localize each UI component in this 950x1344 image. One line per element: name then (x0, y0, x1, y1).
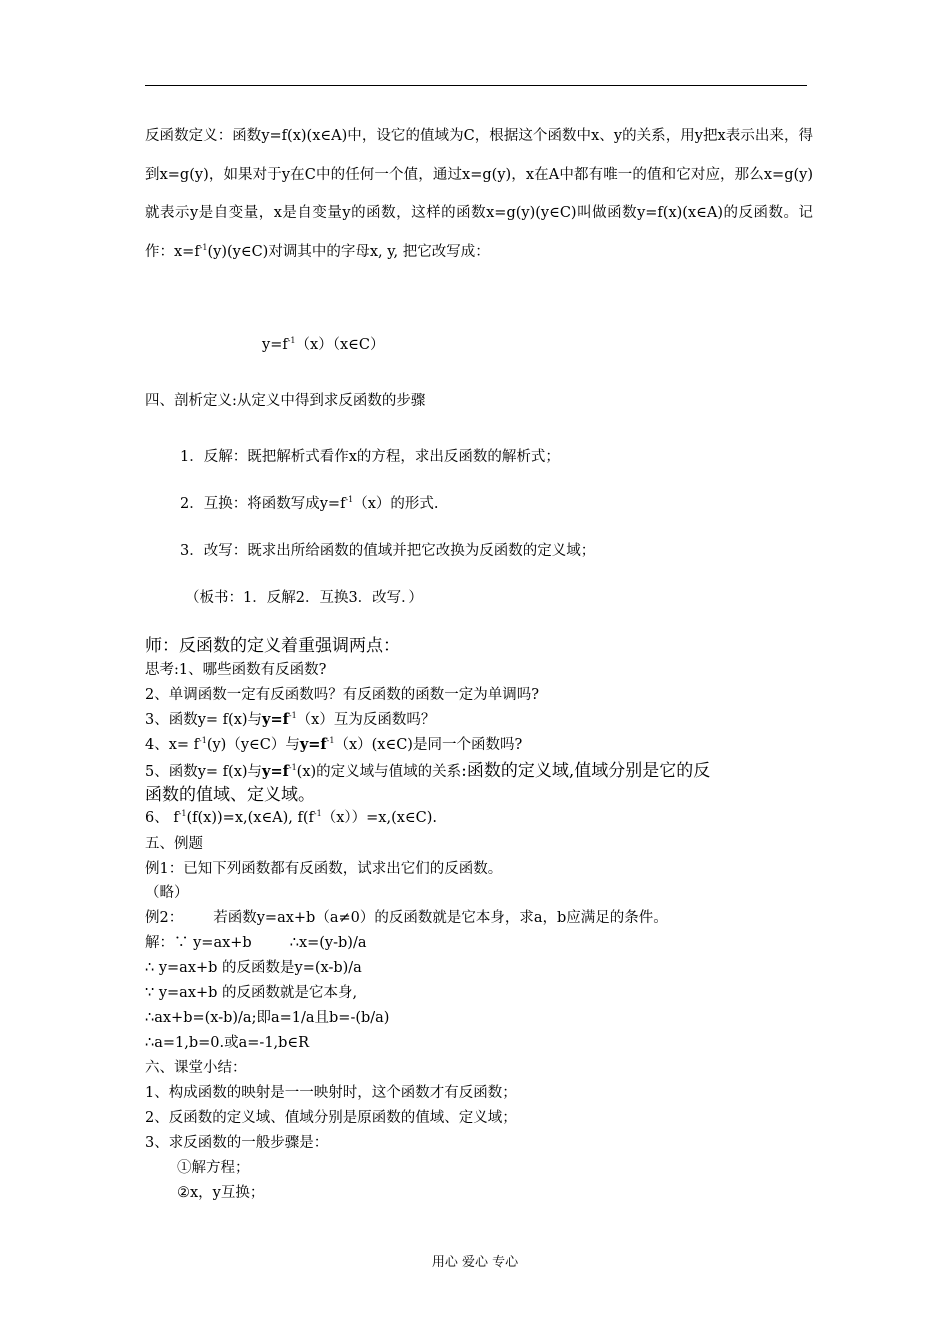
section6-title: 六、课堂小结： (145, 1060, 247, 1076)
summary-3b: ②x，y互换； (177, 1185, 265, 1201)
think-q0: 思考:1、哪些函数有反函数? (145, 662, 327, 678)
think-q4: 4、$x= f^{-1}(y)(y\in C)$与$y=f^{-1}(x)(x\in C)$是同一个函数吗? (145, 736, 523, 753)
inverse-formula: $y=f^{-1}(x)(x\in C)$ (262, 336, 385, 353)
summary-2: 2、反函数的定义域、值域分别是原函数的值域、定义域； (145, 1110, 517, 1126)
section5-title: 五、例题 (145, 836, 203, 852)
think-q5: 5、函数y= f(x)与$y=f^{-1}(x)$的定义域与值域的关系:函数的定义域,值域分别是它的反 (145, 761, 711, 781)
solution-line-2: ∴ y=ax+b 的反函数是y=(x-b)/a (145, 960, 362, 976)
step-3: 3．改写：既求出所给函数的值域并把它改换为反函数的定义域； (180, 543, 596, 559)
header-rule (145, 85, 807, 86)
page-footer: 用心 爱心 专心 (431, 1255, 519, 1270)
solution-line-3: ∵ y=ax+b 的反函数就是它本身, (145, 985, 358, 1001)
teacher-line: 师：反函数的定义着重强调两点： (145, 636, 400, 656)
think-q3: 3、函数y= f(x)与$y=f^{-1}(x)$互为反函数吗？ (145, 711, 436, 728)
summary-3a: ①解方程； (177, 1160, 250, 1176)
example-1: 例1：已知下列函数都有反函数，试求出它们的反函数。 (145, 861, 503, 877)
solution-line-4: ∴ax+b=(x-b)/a;即a=1/a且b=-(b/a) (145, 1010, 390, 1026)
step-1: 1．反解：既把解析式看作x的方程，求出反函数的解析式； (180, 449, 560, 465)
board-note: （板书：1．反解2．互换3．改写．） (185, 590, 423, 606)
solution-line-1: 解：∵ y=ax+b ∴x=(y-b)/a (145, 935, 367, 951)
example-2: 例2： 若函数y=ax+b（a≠0）的反函数就是它本身，求a，b应满足的条件。 (145, 910, 668, 926)
think-q2: 2、单调函数一定有反函数吗？有反函数的函数一定为单调吗? (145, 687, 539, 703)
definition-paragraph: 反函数定义：函数y=f(x)(x∈A)中，设它的值域为C，根据这个函数中x、y的关系，用y把x表示出来，得到x=g(y)，如果对于y在C中的任何一个值，通过x=g(y)，x在A中都有唯一的值和它对应，那么x=g(y)就表示y是自变量，x是自变量y的函数，这样的函数x=g(y)(y∈C)叫做函数y=f(x)(x∈A)的反函数。记作：$x=f^{-1}(y)(y\in C)$对调其中的字母x, y, 把它改写成： (145, 128, 813, 260)
section4-title: 四、剖析定义:从定义中得到求反函数的步骤 (145, 393, 426, 409)
summary-1: 1、构成函数的映射是一一映射时，这个函数才有反函数； (145, 1085, 517, 1101)
summary-3: 3、求反函数的一般步骤是： (145, 1135, 329, 1151)
example-1-omitted: （略） (145, 885, 189, 901)
think-q5-cont: 函数的值域、定义域。 (145, 785, 315, 805)
step-2: 2．互换：将函数写成$y=f^{-1}(x)$的形式. (180, 495, 439, 512)
think-q6: 6、 $f^{-1}(f(x))=x,(x\in A)$, $f(f^{-1}(x))=x,(x\in C)$. (145, 809, 438, 826)
solution-line-5: ∴a=1,b=0.或a=-1,b∈R (145, 1035, 310, 1051)
